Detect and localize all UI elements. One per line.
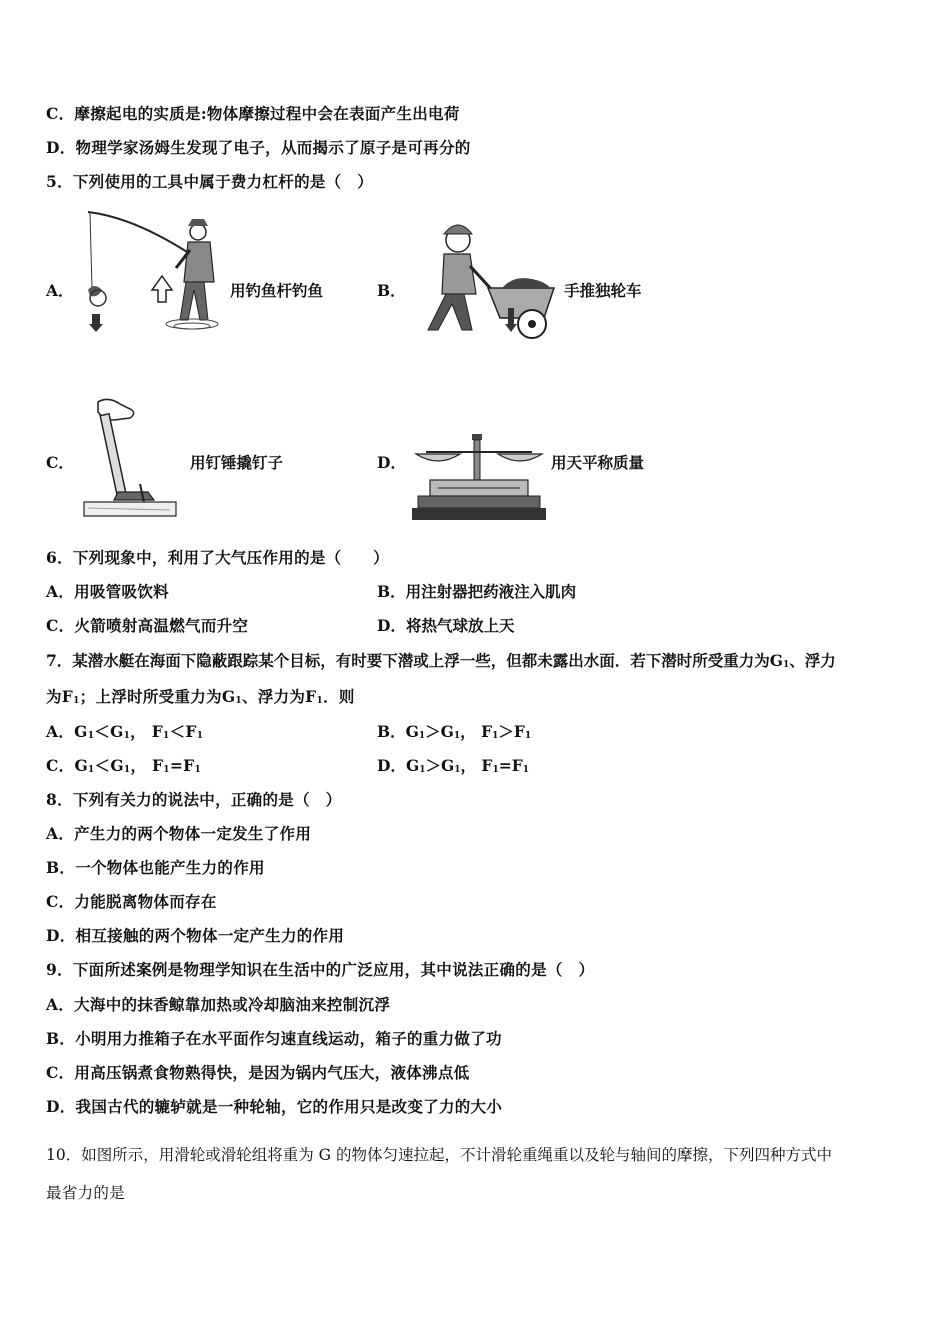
q5-option-d-letter: D． [377,453,406,472]
q9-option-a: A．大海中的抹香鲸靠加热或冷却脑油来控制沉浮 [46,995,391,1014]
q7-option-a: A．$G_1<G_1$， $F_1<F_1$ [46,722,204,741]
q5-option-b-letter: B． [377,281,406,300]
q7-stem-line1: 7．某潜水艇在海面下隐蔽跟踪某个目标，有时要下潜或上浮一些，但都未露出水面．若下潜时所受重力为$G_1$、浮力 [46,651,836,670]
q6-option-b: B．用注射器把药液注入肌肉 [377,582,577,601]
q10-stem-line2: 最省力的是 [46,1184,126,1202]
q5-stem: 5．下列使用的工具中属于费力杠杆的是（ ） [46,172,374,191]
balance-scale-illustration [410,430,548,524]
q5-option-b-caption: 手推独轮车 [564,281,642,300]
fishing-rod-illustration [80,208,220,336]
q6-option-d: D．将热气球放上天 [377,616,515,635]
q9-option-d: D．我国古代的辘轳就是一种轮轴，它的作用只是改变了力的大小 [46,1097,503,1116]
q5-option-a-caption: 用钓鱼杆钓鱼 [230,281,324,300]
q6-option-c: C．火箭喷射高温燃气而升空 [46,616,249,635]
q7-option-b: B．$G_1>G_1$， $F_1>F_1$ [377,722,532,741]
q7-stem-line2: 为$F_1$；上浮时所受重力为$G_1$、浮力为$F_1$．则 [46,687,355,706]
q5-option-d-caption: 用天平称质量 [551,453,645,472]
claw-hammer-illustration [80,392,180,522]
q7-option-d: D．$G_1>G_1$， $F_1=F_1$ [377,756,529,775]
q5-option-c-letter: C． [46,453,74,472]
q8-option-a: A．产生力的两个物体一定发生了作用 [46,824,312,843]
q9-option-b: B．小明用力推箱子在水平面作匀速直线运动，箱子的重力做了功 [46,1029,502,1048]
q9-stem: 9．下面所述案例是物理学知识在生活中的广泛应用，其中说法正确的是（ ） [46,960,595,979]
wheelbarrow-illustration [408,218,558,344]
q8-stem: 8．下列有关力的说法中，正确的是（ ） [46,790,342,809]
q5-option-c-caption: 用钉锤撬钉子 [190,453,284,472]
q8-option-c: C．力能脱离物体而存在 [46,892,217,911]
q7-option-c: C．$G_1<G_1$， $F_1=F_1$ [46,756,202,775]
q5-option-a-letter: A． [46,281,74,300]
q4-option-c: C．摩擦起电的实质是:物体摩擦过程中会在表面产生出电荷 [46,104,460,123]
q8-option-b: B．一个物体也能产生力的作用 [46,858,265,877]
q10-stem-line1: 10．如图所示，用滑轮或滑轮组将重为 G 的物体匀速拉起，不计滑轮重绳重以及轮与轴间的摩擦，下列四种方式中 [46,1146,832,1164]
q6-option-a: A．用吸管吸饮料 [46,582,169,601]
q9-option-c: C．用高压锅煮食物熟得快，是因为锅内气压大，液体沸点低 [46,1063,470,1082]
q4-option-d: D．物理学家汤姆生发现了电子，从而揭示了原子是可再分的 [46,138,471,157]
q6-stem: 6．下列现象中，利用了大气压作用的是（ ） [46,548,389,567]
q8-option-d: D．相互接触的两个物体一定产生力的作用 [46,926,345,945]
